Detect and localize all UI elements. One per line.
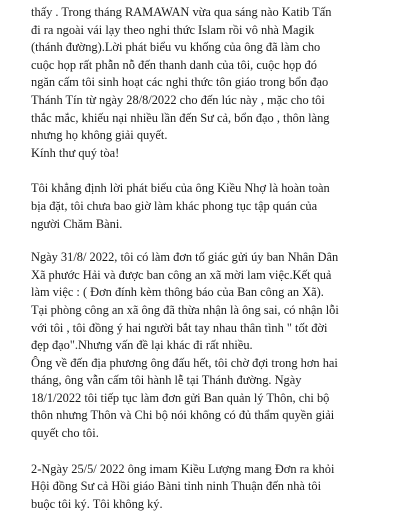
paragraph-affirmation	[31, 180, 390, 233]
text-line: đi ra ngoài vái lạy theo nghi thức Islam rồi vô nhà Magik	[31, 22, 315, 37]
paragraph-petition	[31, 461, 390, 514]
text-line: nhưng họ không giải quyết.	[31, 128, 168, 143]
text-line: 2-Ngày 25/5/ 2022 ông imam Kiều Lượng mang Đơn ra khỏi	[31, 461, 335, 476]
text-line: Xã phước Hải và được ban công an xã mời lam việc.Kết quả	[31, 267, 332, 282]
paragraph-spacer	[31, 162, 390, 180]
text-line: Ngày 31/8/ 2022, tôi có làm đơn tố giác gửi úy ban Nhân Dân	[31, 250, 339, 265]
paragraph-denunciation	[31, 249, 390, 443]
salutation-line: Kính thư quý tòa!	[31, 145, 120, 160]
text-line: Hội đồng Sư cả Hồi giáo Bàni tỉnh ninh Thuận đến nhà tôi	[31, 479, 322, 494]
text-line: Tại phòng công an xã ông đã thừa nhận là ông sai, có nhận lỗi	[31, 302, 339, 317]
text-line: đẹp đạo".Nhưng vấn đề lại khác đi rất nhiều.	[31, 338, 253, 353]
text-line: với tôi , tôi đồng ý hai người bắt tay nhau thân tình " tốt đời	[31, 320, 328, 335]
text-line: thôn nhưng Thôn và Chi bộ nói không có đủ thẩm quyền giải	[31, 408, 335, 423]
text-line: cuộc họp rất phẫn nỗ đến thanh danh của tôi, cuộc họp đó	[31, 57, 317, 72]
text-line: bịa đặt, tôi chưa bao giờ làm khác phong tục tập quán của	[31, 198, 318, 213]
text-line: thắc mắc, khiếu nại nhiều lần đến Sư cả, bổn đạo , thôn làng	[31, 110, 330, 125]
text-line: quyết cho tôi.	[31, 426, 99, 441]
text-line: tháng, ông vẫn cấm tôi hành lễ tại Thánh đường. Ngày	[31, 373, 302, 388]
text-line: Tôi khẳng định lời phát biểu của ông Kiều Nhợ là hoàn toàn	[31, 181, 330, 196]
text-line: (thánh đường).Lời phát biểu vu khống của ông đã làm cho	[31, 40, 321, 55]
paragraph-complaint-context	[31, 4, 390, 162]
text-line: ngăn cấm tôi sinh hoạt các nghi thức tôn giáo trong bổn đạo	[31, 75, 329, 90]
paragraph-spacer	[31, 443, 390, 461]
text-line: Ông về đến địa phương ông đấu hết, tôi chờ đợi trong hơn hai	[31, 355, 338, 370]
text-line: thấy . Trong tháng RAMAWAN vừa qua sáng nào Katib Tấn	[31, 5, 332, 19]
text-line: 18/1/2022 tôi tiếp tục làm đơn gửi Ban quản lý Thôn, chi bộ	[31, 390, 330, 405]
text-line: Thánh Tín từ ngày 28/8/2022 cho đến lúc này , mặc cho tôi	[31, 92, 325, 107]
text-line: làm việc : ( Đơn đính kèm thông báo của Ban công an Xã).	[31, 285, 324, 300]
text-line: người Chăm Bàni.	[31, 216, 123, 231]
text-line: buộc tôi ký. Tôi không ký.	[31, 496, 163, 511]
paragraph-spacer	[31, 233, 390, 249]
